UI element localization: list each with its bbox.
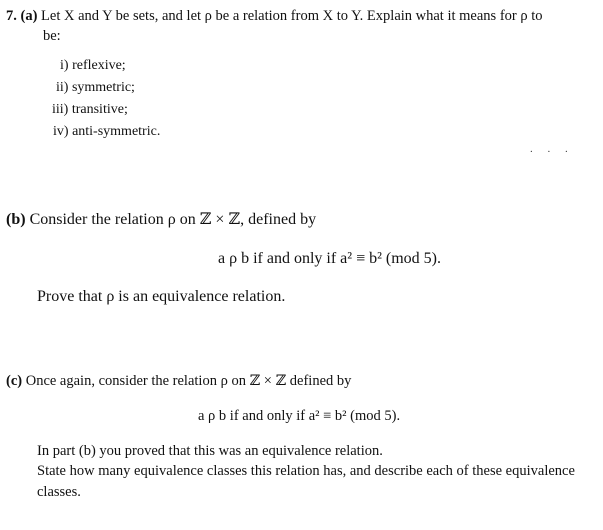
part-c-line-4: classes. [37, 484, 81, 500]
list-item-number: ii) [56, 80, 69, 95]
stray-marks: . . . [530, 143, 574, 155]
list-item-number: i) [60, 58, 69, 73]
list-item-number: iii) [52, 102, 69, 117]
part-b-line-2: Prove that ρ is an equivalence relation. [37, 288, 286, 305]
list-item [56, 80, 135, 97]
part-b-label: (b) [6, 211, 26, 228]
question-number: 7. [6, 8, 17, 24]
part-c-line-2: In part (b) you proved that this was an equivalence relation. [37, 443, 383, 459]
part-a-label: (a) [20, 8, 38, 24]
list-item-text: anti-symmetric. [72, 124, 161, 139]
list-item [52, 102, 128, 119]
list-item [53, 124, 160, 141]
part-a-intro-line-2: be: [43, 28, 61, 44]
part-b-line-1 [6, 210, 316, 229]
part-a-intro-1: Let X and Y be sets, and let ρ be a relation from X to Y. Explain what it means for ρ to [41, 8, 543, 24]
part-c-line-1 [6, 373, 351, 390]
list-item-text: reflexive; [72, 58, 126, 73]
part-b-text-1: Consider the relation ρ on ℤ × ℤ, defined by [29, 211, 317, 228]
part-b-equation: a ρ b if and only if a² ≡ b² (mod 5). [218, 250, 441, 267]
part-c-line-3: State how many equivalence classes this relation has, and describe each of these equivalence [37, 463, 575, 479]
part-c-text-1: Once again, consider the relation ρ on ℤ × ℤ defined by [25, 373, 352, 389]
list-item-text: transitive; [71, 102, 128, 117]
list-item-number: iv) [53, 124, 69, 139]
list-item-text: symmetric; [71, 80, 135, 95]
part-c-label: (c) [6, 373, 23, 389]
part-c-equation: a ρ b if and only if a² ≡ b² (mod 5). [198, 408, 401, 424]
part-a-intro-line-1 [6, 8, 543, 25]
list-item [60, 58, 126, 75]
